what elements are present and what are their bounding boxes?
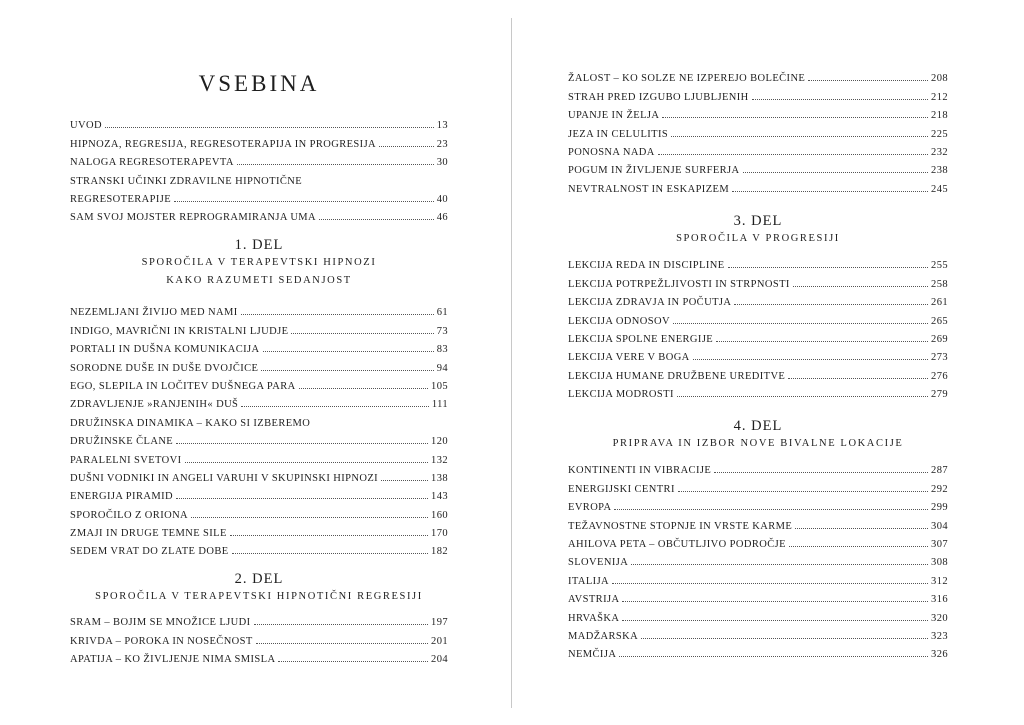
toc-entry-title: HRVAŠKA	[568, 612, 620, 624]
toc-entry-page: 105	[431, 380, 448, 392]
toc-entry-title: SORODNE DUŠE IN DUŠE DVOJČICE	[70, 362, 259, 374]
toc-entry-title: NEMČIJA	[568, 649, 617, 661]
toc-entry-title: INDIGO, MAVRIČNI IN KRISTALNI LJUDJE	[70, 325, 289, 337]
part-1-heading	[70, 236, 448, 290]
toc-entry	[70, 392, 448, 410]
part-number: 4. DEL	[733, 418, 783, 434]
dot-leader	[793, 286, 928, 287]
dot-leader	[641, 638, 928, 639]
dot-leader	[174, 201, 434, 202]
toc-entry	[568, 587, 948, 605]
toc-entry	[70, 131, 448, 149]
toc-entry	[568, 495, 948, 513]
toc-entry-page: 232	[931, 146, 948, 158]
dot-leader	[671, 136, 928, 137]
toc-entry-title: UPANJE IN ŽELJA	[568, 110, 660, 122]
toc-list-part-1	[70, 300, 448, 557]
toc-entry-title: SAM SVOJ MOJSTER REPROGRAMIRANJA UMA	[70, 212, 317, 224]
toc-entry-title: STRAH PRED IZGUBO LJUBLJENIH	[568, 91, 749, 103]
part-4-heading	[568, 417, 948, 453]
book-spine	[511, 18, 512, 708]
part-2-heading	[70, 570, 448, 606]
dot-leader	[230, 535, 428, 536]
dot-leader	[614, 509, 928, 510]
toc-entry	[568, 121, 948, 139]
toc-entry	[70, 150, 448, 168]
toc-entry-page: 238	[931, 165, 948, 177]
dot-leader	[185, 462, 429, 463]
toc-entry	[70, 628, 448, 646]
toc-entry-title: SRAM – BOJIM SE MNOŽICE LJUDI	[70, 617, 251, 629]
toc-entry-title: SEDEM VRAT DO ZLATE DOBE	[70, 546, 229, 558]
dot-leader	[254, 624, 429, 625]
toc-entry	[568, 568, 948, 586]
toc-entry-page: 94	[436, 362, 448, 374]
dot-leader	[673, 323, 928, 324]
toc-entry-title: ENERGIJA PIRAMID	[70, 491, 173, 503]
toc-entry-title: EGO, SLEPILA IN LOČITEV DUŠNEGA PARA	[70, 380, 296, 392]
toc-entry-title: ŽALOST – KO SOLZE NE IZPEREJO BOLEČINE	[568, 73, 806, 85]
toc-entry-page: 120	[431, 436, 448, 448]
dot-leader	[612, 583, 928, 584]
part-subtitle: PRIPRAVA IN IZBOR NOVE BIVALNE LOKACIJE	[612, 438, 904, 449]
dot-leader	[622, 620, 928, 621]
toc-entry-title: ZMAJI IN DRUGE TEMNE SILE	[70, 528, 227, 540]
dot-leader	[105, 127, 434, 128]
toc-entry-page: 307	[931, 538, 948, 550]
dot-leader	[693, 359, 928, 360]
dot-leader	[291, 333, 433, 334]
toc-entry-title: AVSTRIJA	[568, 594, 620, 606]
toc-entry-page: 323	[931, 630, 948, 642]
toc-entry-page: 73	[436, 325, 448, 337]
toc-entry-page: 212	[931, 91, 948, 103]
dot-leader	[381, 480, 428, 481]
toc-entry-page: 218	[931, 110, 948, 122]
part-number: 2. DEL	[234, 571, 284, 587]
toc-entry-title: TEŽAVNOSTNE STOPNJE IN VRSTE KARME	[568, 520, 793, 532]
toc-entry	[568, 158, 948, 176]
toc-entry	[568, 624, 948, 642]
toc-entry	[568, 605, 948, 623]
toc-entry-page: 304	[931, 520, 948, 532]
dot-leader	[728, 267, 929, 268]
toc-entry-title: MADŽARSKA	[568, 630, 639, 642]
toc-entry-title: ITALIJA	[568, 575, 610, 587]
toc-entry-page: 255	[931, 260, 948, 272]
toc-entry-title: KRIVDA – POROKA IN NOSEČNOST	[70, 635, 253, 647]
toc-entry-page: 225	[931, 128, 948, 140]
toc-entry	[568, 382, 948, 400]
toc-entry-page: 46	[436, 212, 448, 224]
toc-entry-page: 61	[436, 307, 448, 319]
toc-entry-title: EVROPA	[568, 502, 612, 514]
toc-entry	[70, 502, 448, 520]
toc-entry-page: 182	[431, 546, 448, 558]
dot-leader	[662, 117, 928, 118]
dot-leader	[808, 80, 928, 81]
toc-entry	[70, 205, 448, 223]
dot-leader	[734, 304, 928, 305]
toc-entry	[568, 642, 948, 660]
dot-leader	[299, 388, 428, 389]
toc-entry	[568, 253, 948, 271]
dot-leader	[631, 564, 928, 565]
dot-leader	[241, 314, 434, 315]
toc-entry-page: 111	[431, 399, 448, 411]
toc-list-part-3	[568, 253, 948, 400]
toc-entry	[568, 345, 948, 363]
part-number: 1. DEL	[234, 237, 284, 253]
toc-entry-title: PARALELNI SVETOVI	[70, 454, 182, 466]
dot-leader	[379, 146, 434, 147]
toc-entry-page: 273	[931, 352, 948, 364]
part-subtitle: SPOROČILA V TERAPEVTSKI HIPNOTIČNI REGRESIJI	[95, 591, 423, 602]
toc-entry-title: SLOVENIJA	[568, 557, 629, 569]
toc-entry-title: LEKCIJA VERE V BOGA	[568, 352, 690, 364]
part-3-heading	[568, 212, 948, 248]
toc-entry-page: 316	[931, 594, 948, 606]
dot-leader	[278, 661, 428, 662]
toc-entry-page: 40	[436, 193, 448, 205]
dot-leader	[237, 164, 434, 165]
toc-entry	[70, 539, 448, 557]
toc-entry	[70, 466, 448, 484]
dot-leader	[176, 498, 428, 499]
toc-entry-page: 197	[431, 617, 448, 629]
toc-entry-page: 83	[436, 344, 448, 356]
toc-entry	[70, 447, 448, 465]
dot-leader	[263, 351, 434, 352]
dot-leader	[743, 172, 929, 173]
dot-leader	[789, 546, 928, 547]
toc-entry-title: ZDRAVLJENJE »RANJENIH« DUŠ	[70, 399, 239, 411]
toc-entry-title: SPOROČILO Z ORIONA	[70, 509, 189, 521]
toc-entry-title: DRUŽINSKA DINAMIKA – KAKO SI IZBEREMO	[70, 417, 311, 429]
toc-entry	[70, 374, 448, 392]
dot-leader	[241, 406, 429, 407]
toc-entry-title: DRUŽINSKE ČLANE	[70, 436, 174, 448]
toc-list-part-2	[70, 610, 448, 665]
toc-list-intro	[70, 113, 448, 223]
toc-entry-title: NEZEMLJANI ŽIVIJO MED NAMI	[70, 307, 238, 319]
toc-entry	[70, 610, 448, 628]
toc-entry-title: APATIJA – KO ŽIVLJENJE NIMA SMISLA	[70, 654, 276, 666]
toc-entry-title: AHILOVA PETA – OBČUTLJIVO PODROČJE	[568, 538, 786, 550]
toc-entry-page: 261	[931, 297, 948, 309]
toc-entry	[568, 458, 948, 476]
toc-entry-page: 30	[436, 157, 448, 169]
toc-entry-page: 245	[931, 183, 948, 195]
dot-leader	[714, 472, 928, 473]
toc-entry-page: 170	[431, 528, 448, 540]
toc-list-part-2-continued	[568, 66, 948, 195]
toc-entry	[568, 532, 948, 550]
toc-entry-page: 276	[931, 370, 948, 382]
toc-entry-title: PORTALI IN DUŠNA KOMUNIKACIJA	[70, 344, 260, 356]
toc-entry-title: UVOD	[70, 120, 102, 132]
part-subtitle: KAKO RAZUMETI SEDANJOST	[166, 275, 352, 286]
toc-entry	[568, 271, 948, 289]
toc-entry-title: PONOSNA NADA	[568, 146, 655, 158]
toc-entry-page: 279	[931, 389, 948, 401]
dot-leader	[319, 219, 434, 220]
toc-entry-page: 320	[931, 612, 948, 624]
toc-entry	[70, 355, 448, 373]
toc-entry	[70, 300, 448, 318]
dot-leader	[678, 491, 928, 492]
toc-entry	[70, 337, 448, 355]
dot-leader	[788, 378, 928, 379]
part-subtitle: SPOROČILA V TERAPEVTSKI HIPNOZI	[141, 257, 377, 268]
dot-leader	[795, 528, 928, 529]
toc-entry	[70, 410, 448, 428]
toc-entry-title: HIPNOZA, REGRESIJA, REGRESOTERAPIJA IN PROGRESIJA	[70, 138, 377, 150]
toc-entry-page: 23	[436, 138, 448, 150]
toc-entry-title: LEKCIJA MODROSTI	[568, 389, 674, 401]
dot-leader	[191, 517, 428, 518]
toc-entry-page: 312	[931, 575, 948, 587]
dot-leader	[752, 99, 928, 100]
toc-entry	[568, 550, 948, 568]
toc-entry-page: 258	[931, 278, 948, 290]
dot-leader	[619, 656, 928, 657]
toc-entry	[568, 476, 948, 494]
toc-entry-page: 287	[931, 465, 948, 477]
toc-entry	[568, 327, 948, 345]
toc-entry-page: 13	[436, 120, 448, 132]
dot-leader	[658, 154, 928, 155]
toc-entry	[70, 484, 448, 502]
toc-entry-title: NEVTRALNOST IN ESKAPIZEM	[568, 183, 730, 195]
toc-entry-page: 204	[431, 654, 448, 666]
toc-entry	[568, 513, 948, 531]
toc-entry	[70, 113, 448, 131]
toc-entry	[70, 521, 448, 539]
dot-leader	[232, 553, 428, 554]
dot-leader	[261, 370, 433, 371]
toc-entry	[568, 176, 948, 194]
toc-entry-title: LEKCIJA REDA IN DISCIPLINE	[568, 260, 725, 272]
dot-leader	[716, 341, 928, 342]
toc-entry-page: 138	[431, 472, 448, 484]
toc-entry	[70, 168, 448, 186]
toc-entry-title: REGRESOTERAPIJE	[70, 193, 172, 205]
page-title: VSEBINA	[198, 71, 320, 96]
dot-leader	[677, 396, 928, 397]
toc-entry-title: JEZA IN CELULITIS	[568, 128, 669, 140]
toc-entry-title: KONTINENTI IN VIBRACIJE	[568, 465, 712, 477]
toc-entry-page: 208	[931, 73, 948, 85]
toc-entry	[70, 429, 448, 447]
toc-entry-title: LEKCIJA ODNOSOV	[568, 315, 670, 327]
part-number: 3. DEL	[733, 213, 783, 229]
toc-entry-page: 143	[431, 491, 448, 503]
toc-entry-title: LEKCIJA ZDRAVJA IN POČUTJA	[568, 297, 732, 309]
toc-entry-page: 201	[431, 635, 448, 647]
toc-entry-page: 326	[931, 649, 948, 661]
toc-entry-page: 265	[931, 315, 948, 327]
toc-entry-title: NALOGA REGRESOTERAPEVTA	[70, 157, 234, 169]
toc-entry	[568, 66, 948, 84]
dot-leader	[256, 643, 428, 644]
toc-list-part-4	[568, 458, 948, 660]
toc-entry-page: 308	[931, 557, 948, 569]
toc-entry-page: 160	[431, 509, 448, 521]
part-subtitle: SPOROČILA V PROGRESIJI	[676, 233, 840, 244]
toc-entry-title: ENERGIJSKI CENTRI	[568, 483, 675, 495]
toc-entry	[70, 318, 448, 336]
toc-entry	[568, 140, 948, 158]
toc-entry-page: 292	[931, 483, 948, 495]
toc-entry	[70, 647, 448, 665]
dot-leader	[622, 601, 928, 602]
dot-leader	[176, 443, 428, 444]
toc-entry-page: 299	[931, 502, 948, 514]
toc-entry	[568, 363, 948, 381]
dot-leader	[732, 191, 928, 192]
toc-entry-page: 269	[931, 333, 948, 345]
toc-entry	[568, 103, 948, 121]
toc-entry	[568, 290, 948, 308]
toc-entry	[568, 84, 948, 102]
toc-entry-page: 132	[431, 454, 448, 466]
toc-entry-title: POGUM IN ŽIVLJENJE SURFERJA	[568, 165, 740, 177]
toc-entry-title: DUŠNI VODNIKI IN ANGELI VARUHI V SKUPINSKI HIPNOZI	[70, 472, 379, 484]
toc-entry-title: STRANSKI UČINKI ZDRAVILNE HIPNOTIČNE	[70, 175, 303, 187]
toc-entry	[70, 187, 448, 205]
toc-entry-title: LEKCIJA POTRPEŽLJIVOSTI IN STRPNOSTI	[568, 278, 790, 290]
toc-entry-title: LEKCIJA HUMANE DRUŽBENE UREDITVE	[568, 370, 786, 382]
toc-entry-title: LEKCIJA SPOLNE ENERGIJE	[568, 333, 714, 345]
toc-entry	[568, 308, 948, 326]
